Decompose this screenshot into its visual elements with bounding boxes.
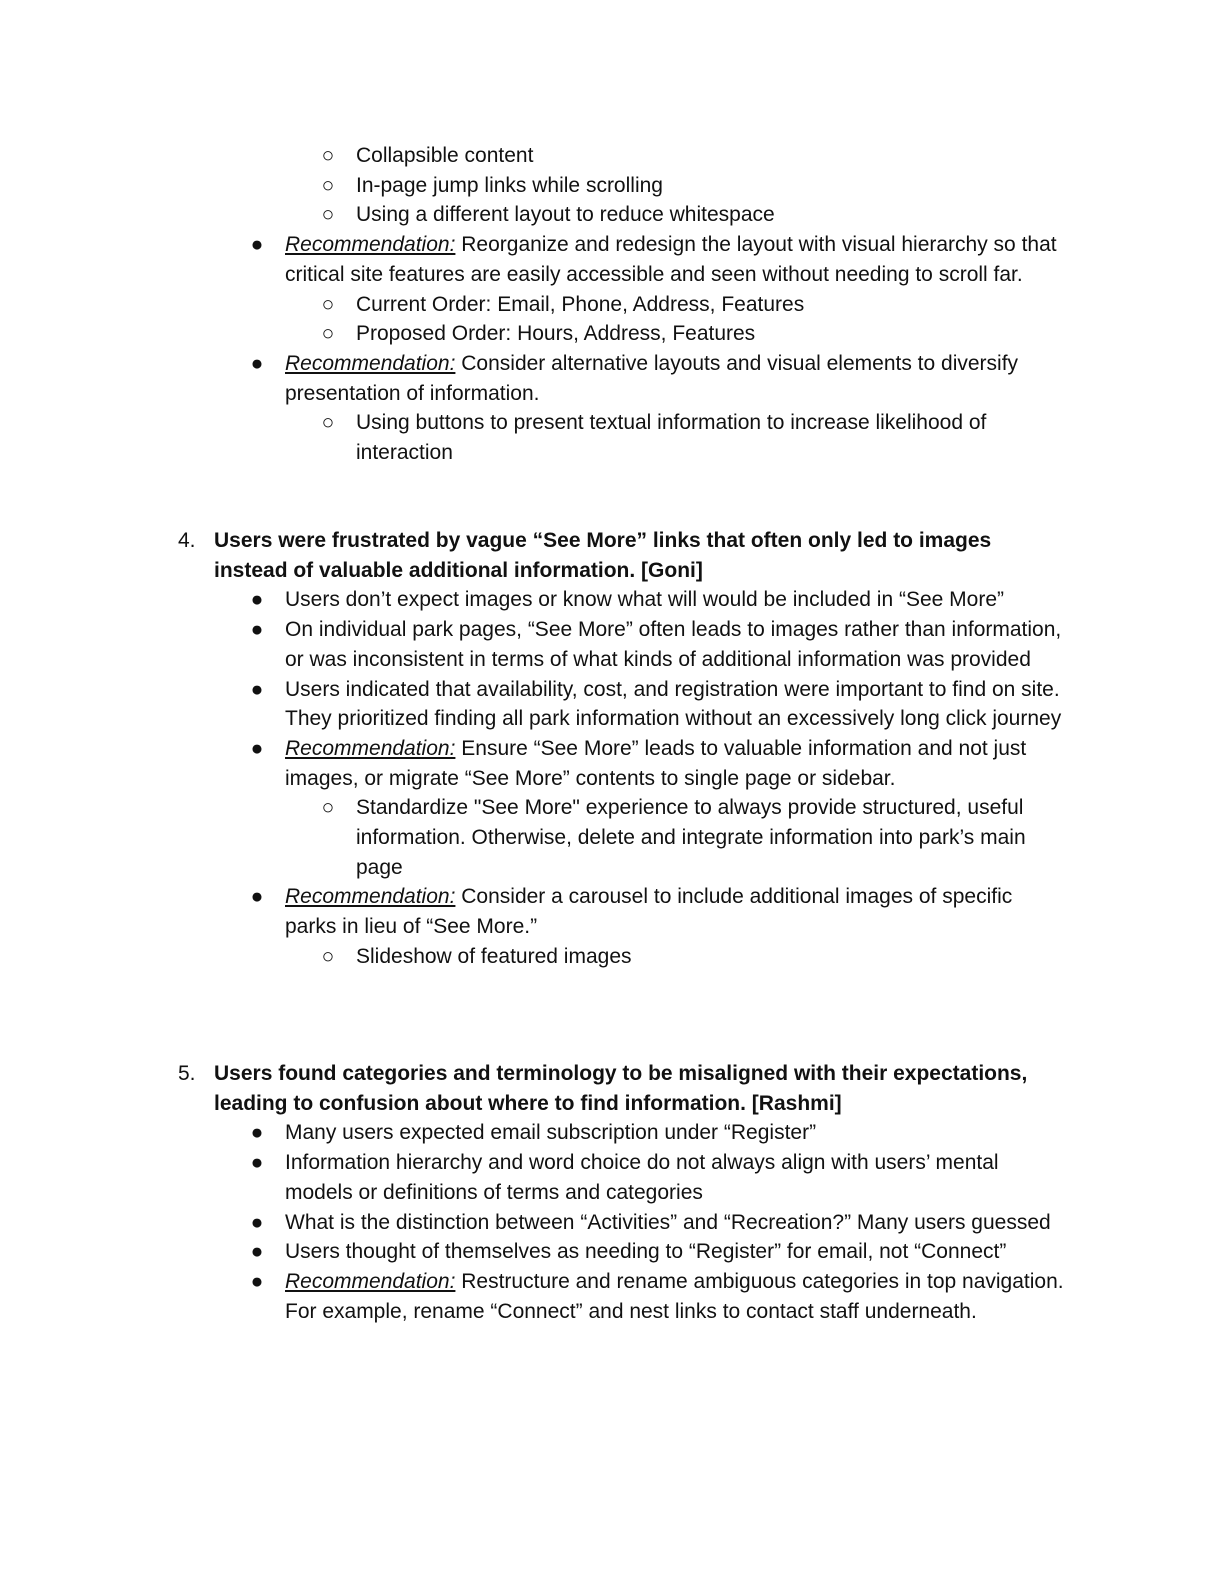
hollow-bullet-icon: ○ — [321, 411, 335, 435]
bullet — [0, 1118, 1224, 1148]
bullet — [0, 615, 1224, 674]
hollow-bullet-icon: ○ — [321, 796, 335, 820]
bullet-text: Information hierarchy and word choice do not always align with users’ mental models or definitions of terms and categories — [285, 1151, 999, 1204]
bullet — [0, 585, 1224, 615]
hollow-bullet-icon: ○ — [321, 292, 335, 316]
sub-bullet — [0, 171, 1224, 201]
recommendation-text: Recommendation: Consider a carousel to include additional images of specific parks in lieu of “See More.” — [285, 885, 1013, 939]
hollow-bullet-icon: ○ — [321, 322, 335, 346]
hollow-bullet-icon: ○ — [321, 173, 335, 197]
sub-bullet — [0, 408, 1224, 467]
filled-bullet-icon: ● — [250, 1151, 264, 1175]
sub-bullet — [0, 141, 1224, 171]
sub-bullet — [0, 942, 1224, 972]
recommendation-bullet — [0, 230, 1224, 289]
bullet-text: Users indicated that availability, cost, and registration were important to find on site. They prioritized finding all park information without an excessively long click journey — [285, 677, 1062, 731]
finding-heading — [0, 526, 1224, 585]
bullet — [0, 1208, 1224, 1238]
recommendation-text: Recommendation: Consider alternative layouts and visual elements to diversify presentation of information. — [285, 351, 1019, 405]
sub-bullet — [0, 793, 1224, 882]
sub-bullet-text: In-page jump links while scrolling — [356, 173, 663, 197]
finding-title: Users were frustrated by vague “See More” links that often only led to images instead of valuable additional information. [Goni] — [214, 529, 992, 582]
sub-bullet-text: Current Order: Email, Phone, Address, Features — [356, 292, 805, 316]
sub-bullet-text: Slideshow of featured images — [356, 944, 632, 968]
hollow-bullet-icon: ○ — [321, 144, 335, 167]
sub-bullet-text: Proposed Order: Hours, Address, Features — [356, 322, 756, 346]
bullet — [0, 1237, 1224, 1267]
hollow-bullet-icon: ○ — [321, 944, 335, 968]
filled-bullet-icon: ● — [250, 351, 264, 375]
recommendation-label: Recommendation: — [285, 1269, 456, 1293]
sub-bullet — [0, 290, 1224, 320]
finding-5 — [0, 1059, 1224, 1326]
sub-bullet-text: Using buttons to present textual information to increase likelihood of interaction — [356, 411, 987, 465]
bullet — [0, 675, 1224, 734]
bullet-text: On individual park pages, “See More” often leads to images rather than information, or was inconsistent in terms of what kinds of additional information was provided — [285, 618, 1062, 671]
recommendation-label: Recommendation: — [285, 885, 456, 909]
hollow-bullet-icon: ○ — [321, 203, 335, 227]
filled-bullet-icon: ● — [250, 1240, 264, 1264]
filled-bullet-icon: ● — [250, 885, 264, 909]
bullet — [0, 1148, 1224, 1207]
sub-bullet-text: Using a different layout to reduce whitespace — [356, 203, 775, 227]
filled-bullet-icon: ● — [250, 736, 264, 760]
finding-number: 4. — [178, 529, 196, 552]
bullet-text: Many users expected email subscription under “Register” — [285, 1121, 817, 1145]
previous-finding-continuation — [0, 141, 1224, 468]
recommendation-text: Recommendation: Ensure “See More” leads to valuable information and not just images, or migrate “See More” contents to single page or sidebar. — [285, 736, 1027, 790]
recommendation-label: Recommendation: — [285, 233, 456, 257]
filled-bullet-icon: ● — [250, 233, 264, 257]
finding-heading — [0, 1059, 1224, 1118]
recommendation-bullet — [0, 349, 1224, 408]
recommendation-bullet — [0, 882, 1224, 941]
filled-bullet-icon: ● — [250, 588, 264, 612]
recommendation-text: Recommendation: Restructure and rename ambiguous categories in top navigation. For example, rename “Connect” and nest links to contact staff underneath. — [285, 1269, 1064, 1323]
finding-number: 5. — [178, 1062, 196, 1085]
filled-bullet-icon: ● — [250, 1121, 264, 1145]
recommendation-bullet — [0, 1267, 1224, 1326]
bullet-text: Users don’t expect images or know what will would be included in “See More” — [285, 588, 1005, 612]
filled-bullet-icon: ● — [250, 1269, 264, 1293]
sub-bullet — [0, 319, 1224, 349]
filled-bullet-icon: ● — [250, 618, 264, 642]
recommendation-label: Recommendation: — [285, 736, 456, 760]
recommendation-text: Recommendation: Reorganize and redesign the layout with visual hierarchy so that critical site features are easily accessible and seen without needing to scroll far. — [285, 233, 1057, 286]
finding-title: Users found categories and terminology to be misaligned with their expectations, leading to confusion about where to find information. [Rashmi] — [214, 1062, 1028, 1115]
sub-bullet — [0, 200, 1224, 230]
bullet-text: Users thought of themselves as needing to “Register” for email, not “Connect” — [285, 1240, 1007, 1264]
recommendation-bullet — [0, 734, 1224, 793]
sub-bullet-text: Collapsible content — [356, 144, 534, 167]
filled-bullet-icon: ● — [250, 677, 264, 701]
finding-4 — [0, 526, 1224, 972]
recommendation-label: Recommendation: — [285, 351, 456, 375]
sub-bullet-text: Standardize "See More" experience to always provide structured, useful information. Otherwise, delete and integrate information into park’s main page — [356, 796, 1026, 879]
bullet-text: What is the distinction between “Activities” and “Recreation?” Many users guessed — [285, 1210, 1051, 1234]
filled-bullet-icon: ● — [250, 1210, 264, 1234]
